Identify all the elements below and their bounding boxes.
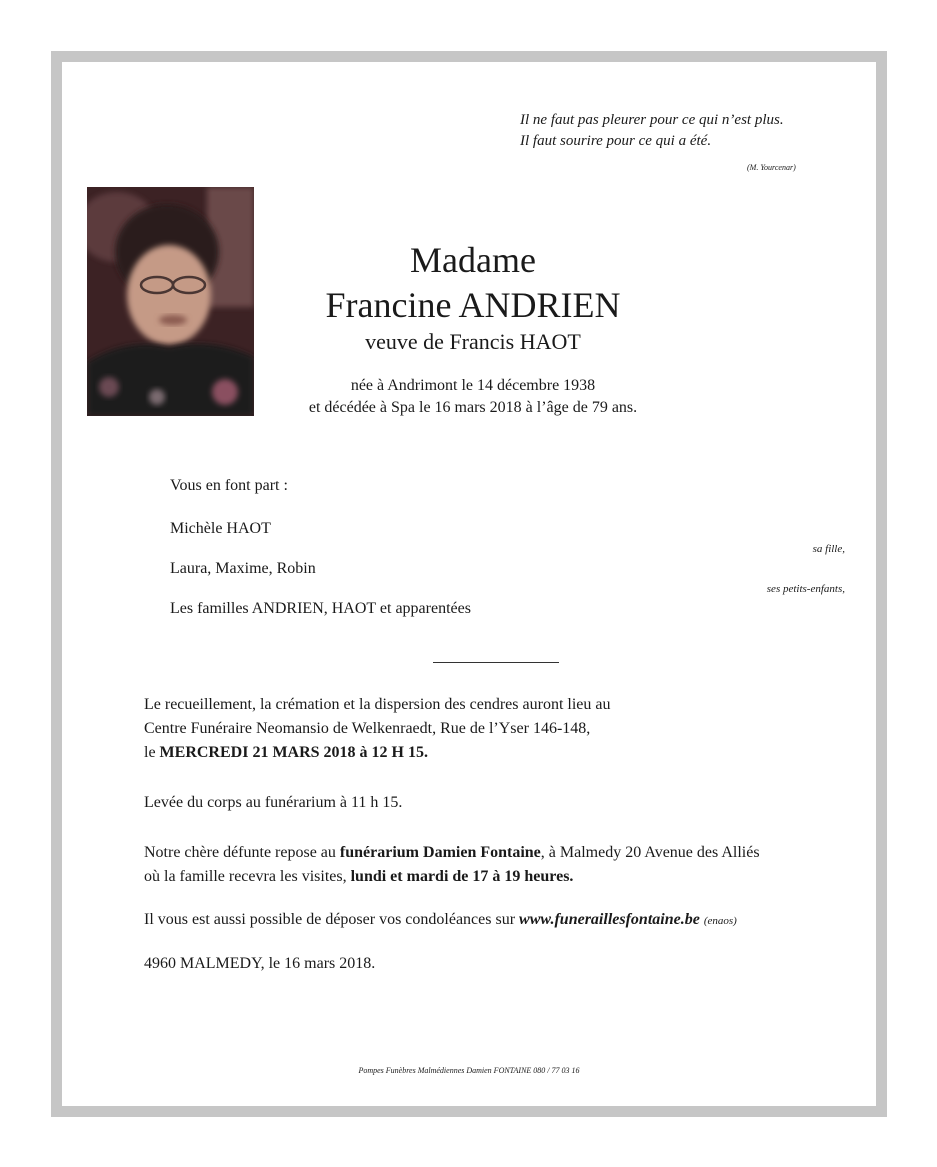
repose-prefix: Notre chère défunte repose au [144,844,340,861]
quote-line-1: Il ne faut pas pleurer pour ce qui n’est plus. [520,112,784,128]
website-link[interactable]: www.funeraillesfontaine.be [519,911,700,928]
ceremony-date-prefix: le [144,744,160,761]
ceremony-line-3 [144,741,610,765]
place-date: 4960 MALMEDY, le 16 mars 2018. [144,955,376,972]
repose-line-1 [144,841,760,865]
ceremony-date: MERCREDI 21 MARS 2018 à 12 H 15. [159,744,428,761]
footer-funeral-home: Pompes Funèbres Malmédiennes Damien FONTAINE 080 / 77 03 16 [358,1066,580,1075]
deceased-name: Francine ANDRIEN [325,285,621,325]
levee-line: Levée du corps au funérarium à 11 h 15. [144,794,403,811]
separator-line [433,662,559,663]
widow-of: veuve de Francis HAOT [365,329,581,354]
birth-line: née à Andrimont le 14 décembre 1938 [350,377,596,394]
quote-line-2: Il faut sourire pour ce qui a été. [520,133,712,149]
portrait-photo [87,187,254,416]
portrait-image [87,187,254,416]
family-member-name: Les familles ANDRIEN, HAOT et apparentées [170,600,471,617]
ceremony-paragraph [144,693,610,765]
epigraph-quote [520,110,784,152]
death-line: et décédée à Spa le 16 mars 2018 à l’âge de 79 ans. [308,399,638,416]
repose-line-2 [144,865,760,889]
ceremony-line-1: Le recueillement, la crémation et la dispersion des cendres auront lieu au [144,696,611,713]
repose-paragraph [144,841,760,889]
condolences-prefix: Il vous est aussi possible de déposer vos condoléances sur [144,911,520,928]
quote-author: (M. Yourcenar) [747,163,796,172]
repose-address: , à Malmedy 20 Avenue des Alliés [540,844,760,861]
page-frame [51,51,887,1117]
life-dates [248,375,698,419]
visit-hours: lundi et mardi de 17 à 19 heures. [350,868,574,885]
deceased-block [248,240,698,419]
family-member-name: Laura, Maxime, Robin [170,560,316,577]
honorific: Madame [410,240,536,280]
family-member-relation: ses petits-enfants, [766,583,845,595]
announcement-intro: Vous en font part : [170,477,288,494]
visits-prefix: où la famille recevra les visites, [144,868,351,885]
family-member-relation: sa fille, [812,543,845,555]
death-notice [62,62,876,1106]
condolences-suffix: (enaos) [703,915,737,927]
family-member-name: Michèle HAOT [170,520,271,537]
condolences-line [144,908,737,933]
ceremony-line-2: Centre Funéraire Neomansio de Welkenraedt, Rue de l’Yser 146-148, [144,720,591,737]
funerarium-name: funérarium Damien Fontaine [339,844,541,861]
